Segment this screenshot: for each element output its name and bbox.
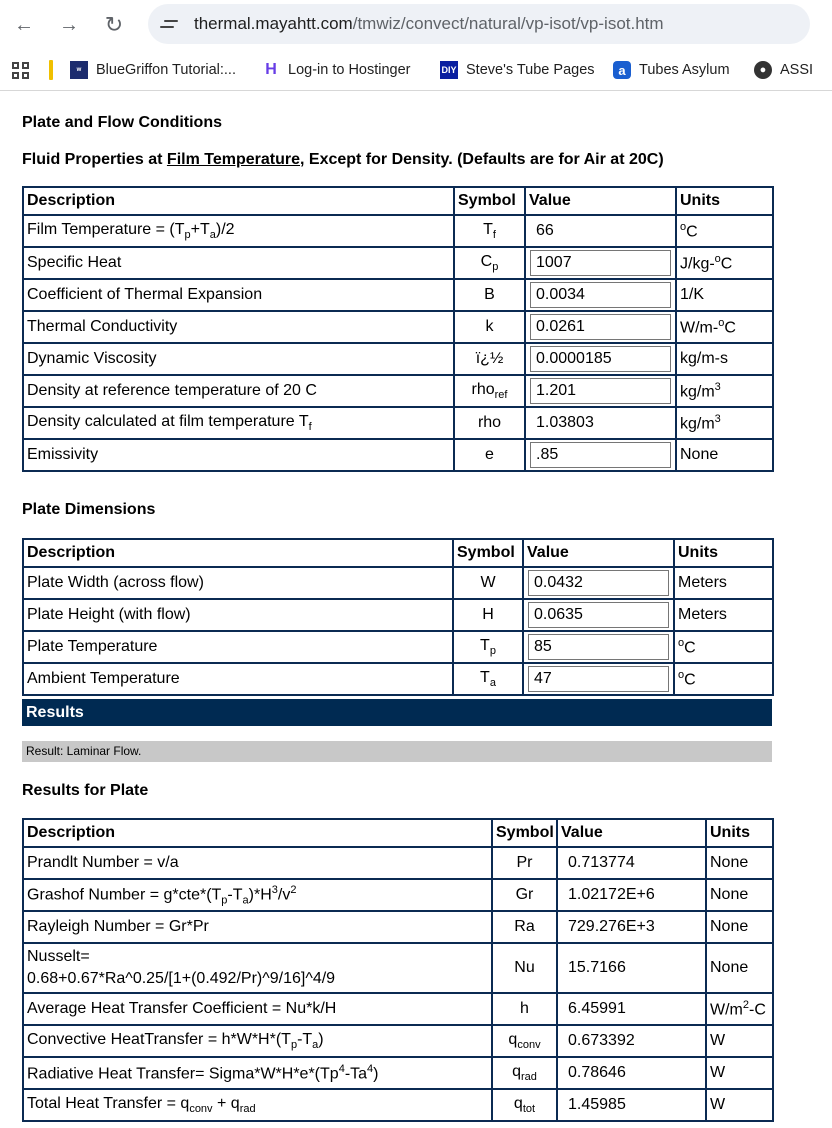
tubes-asylum-icon: a [613,61,631,79]
results-button[interactable]: Results [22,699,772,726]
convective-value: 0.673392 [557,1025,706,1057]
col-units: Units [674,539,773,567]
symbol: h [492,993,557,1025]
bookmarks-bar [0,50,832,91]
row-plate-width [23,567,773,599]
desc: Grashof Number = $g*cte*(T_p-T_a)*H^3/v^2$ [23,879,492,911]
bookmark-assi[interactable]: ● ASSI [754,58,813,82]
nusselt-value: 15.7166 [557,943,706,993]
results-table [22,818,774,1122]
units: W/m-$^o$C [676,311,773,343]
symbol: $q_{tot}$ [492,1089,557,1121]
desc: Nusselt= 0.68+0.67*Ra^0.25/[1+(0.492/Pr)^9/16]^4/9 [23,943,492,993]
row-thermal-expansion [23,279,773,311]
symbol: rho$_{ref}$ [454,375,525,407]
symbol: B [454,279,525,311]
density-reference-input[interactable]: 1.201 [530,378,671,404]
film-temperature-value: 66 [525,215,676,247]
back-button[interactable] [8,9,40,41]
desc: Film Temperature = $(T_p+T_a)/2$ [23,215,454,247]
result-message: Result: Laminar Flow. [22,741,772,762]
symbol: e [454,439,525,471]
col-description: Description [23,187,454,215]
symbol: Gr [492,879,557,911]
symbol: Pr [492,847,557,879]
desc: Specific Heat [23,247,454,279]
desc: Prandlt Number = v/a [23,847,492,879]
table-header-row [23,187,773,215]
desc: Dynamic Viscosity [23,343,454,375]
units: Meters [674,599,773,631]
hostinger-icon: H [262,61,280,79]
units: $W/m^2-C$ [706,993,773,1025]
symbol: $T_f$ [454,215,525,247]
desc: Ambient Temperature [23,663,453,695]
plate-dimensions-table [22,538,774,696]
arrow-left-icon: ← [14,13,34,36]
symbol: $q_{rad}$ [492,1057,557,1089]
col-description: Description [23,539,453,567]
desc: Plate Temperature [23,631,453,663]
col-value: Value [523,539,674,567]
row-convective [23,1025,773,1057]
site-info-icon[interactable] [160,20,180,28]
col-symbol: Symbol [453,539,523,567]
symbol: W [453,567,523,599]
density-film-value: 1.03803 [525,407,676,439]
emissivity-input[interactable]: .85 [530,442,671,468]
row-thermal-conductivity [23,311,773,343]
address-bar[interactable] [148,4,810,44]
forward-button[interactable] [53,9,85,41]
symbol: $C_p$ [454,247,525,279]
total-value: 1.45985 [557,1089,706,1121]
col-symbol: Symbol [454,187,525,215]
bookmark-separator [49,60,53,80]
units: kg/m-s [676,343,773,375]
row-film-temperature [23,215,773,247]
symbol: $q_{conv}$ [492,1025,557,1057]
globe-icon: ● [754,61,772,79]
reload-button[interactable] [98,9,130,41]
desc: Average Heat Transfer Coefficient = Nu*k/H [23,993,492,1025]
row-rayleigh [23,911,773,943]
row-density-reference [23,375,773,407]
symbol: Ra [492,911,557,943]
symbol: $T_p$ [453,631,523,663]
desc: Plate Height (with flow) [23,599,453,631]
desc: Plate Width (across flow) [23,567,453,599]
units: Meters [674,567,773,599]
prandtl-value: 0.713774 [557,847,706,879]
symbol: ï¿½ [454,343,525,375]
ambient-temperature-input[interactable]: 47 [528,666,669,692]
units: None [706,911,773,943]
diy-icon: DIY [440,61,458,79]
desc: Density calculated at film temperature $T_f$ [23,407,454,439]
units: $^o$C [674,631,773,663]
bookmark-steves-tube-pages[interactable]: DIY Steve's Tube Pages [441,62,595,78]
specific-heat-input[interactable]: 1007 [530,250,671,276]
average-htc-value: 6.45991 [557,993,706,1025]
row-density-film [23,407,773,439]
desc: Total Heat Transfer = $q_{conv} + q_{rad}$ [23,1089,492,1121]
units: None [676,439,773,471]
arrow-right-icon: → [59,13,79,36]
col-value: Value [557,819,706,847]
film-temperature-link[interactable]: Film Temperature [166,151,300,168]
units: None [706,847,773,879]
units: $^o$C [674,663,773,695]
plate-height-input[interactable]: 0.0635 [528,602,669,628]
col-units: Units [676,187,773,215]
symbol: rho [454,407,525,439]
row-total [23,1089,773,1121]
site-wizard-icon: w [70,61,88,79]
symbol: Nu [492,943,557,993]
row-grashof [23,879,773,911]
fluid-properties-table [22,186,774,472]
results-for-plate-heading: Results for Plate [22,782,149,799]
apps-icon[interactable] [12,62,29,79]
plate-width-input[interactable]: 0.0432 [528,570,669,596]
row-nusselt [23,943,773,993]
desc: Radiative Heat Transfer= $Sigma*W*H*e*(Tp^4-Ta^4)$ [23,1057,492,1089]
units: $^o$C [676,215,773,247]
plate-flow-heading: Plate and Flow Conditions [22,114,222,131]
reload-icon: ↻ [104,12,124,37]
desc: Thermal Conductivity [23,311,454,343]
url-text[interactable]: thermal.mayahtt.com/tmwiz/convect/natural/vp-isot/vp-isot.htm [194,14,664,33]
desc: Convective HeatTransfer = $h*W*H*(T_p-T_a)$ [23,1025,492,1057]
browser-toolbar [0,0,832,50]
col-value: Value [525,187,676,215]
fluid-properties-heading: Fluid Properties at Film Temperature, Except for Density. (Defaults are for Air at 20C) [22,151,664,168]
units: None [706,943,773,993]
rayleigh-value: 729.276E+3 [557,911,706,943]
row-prandtl [23,847,773,879]
symbol: H [453,599,523,631]
col-units: Units [706,819,773,847]
row-specific-heat [23,247,773,279]
units: $kg/m^3$ [676,375,773,407]
table-header-row [23,539,773,567]
units: W [706,1057,773,1089]
desc: Rayleigh Number = Gr*Pr [23,911,492,943]
table-header-row [23,819,773,847]
col-symbol: Symbol [492,819,557,847]
thermal-conductivity-input[interactable]: 0.0261 [530,314,671,340]
plate-dimensions-heading: Plate Dimensions [22,501,156,518]
plate-temperature-input[interactable]: 85 [528,634,669,660]
row-plate-temperature [23,631,773,663]
row-plate-height [23,599,773,631]
desc: Coefficient of Thermal Expansion [23,279,454,311]
thermal-expansion-input[interactable]: 0.0034 [530,282,671,308]
units: None [706,879,773,911]
bookmark-tubes-asylum[interactable]: a Tubes Asylum [613,58,730,82]
desc: Density at reference temperature of 20 C [23,375,454,407]
radiative-value: 0.78646 [557,1057,706,1089]
row-average-htc [23,993,773,1025]
row-dynamic-viscosity [23,343,773,375]
units: W [706,1089,773,1121]
symbol: k [454,311,525,343]
symbol: $T_a$ [453,663,523,695]
row-radiative [23,1057,773,1089]
row-emissivity [23,439,773,471]
units: 1/K [676,279,773,311]
units: J/kg-$^o$C [676,247,773,279]
bookmark-bluegriffon[interactable]: w BlueGriffon Tutorial:... [70,58,236,82]
bookmark-hostinger[interactable]: H Log-in to Hostinger [262,58,411,82]
grashof-value: 1.02172E+6 [557,879,706,911]
dynamic-viscosity-input[interactable]: 0.0000185 [530,346,671,372]
row-ambient-temperature [23,663,773,695]
desc: Emissivity [23,439,454,471]
units: $kg/m^3$ [676,407,773,439]
units: W [706,1025,773,1057]
col-description: Description [23,819,492,847]
